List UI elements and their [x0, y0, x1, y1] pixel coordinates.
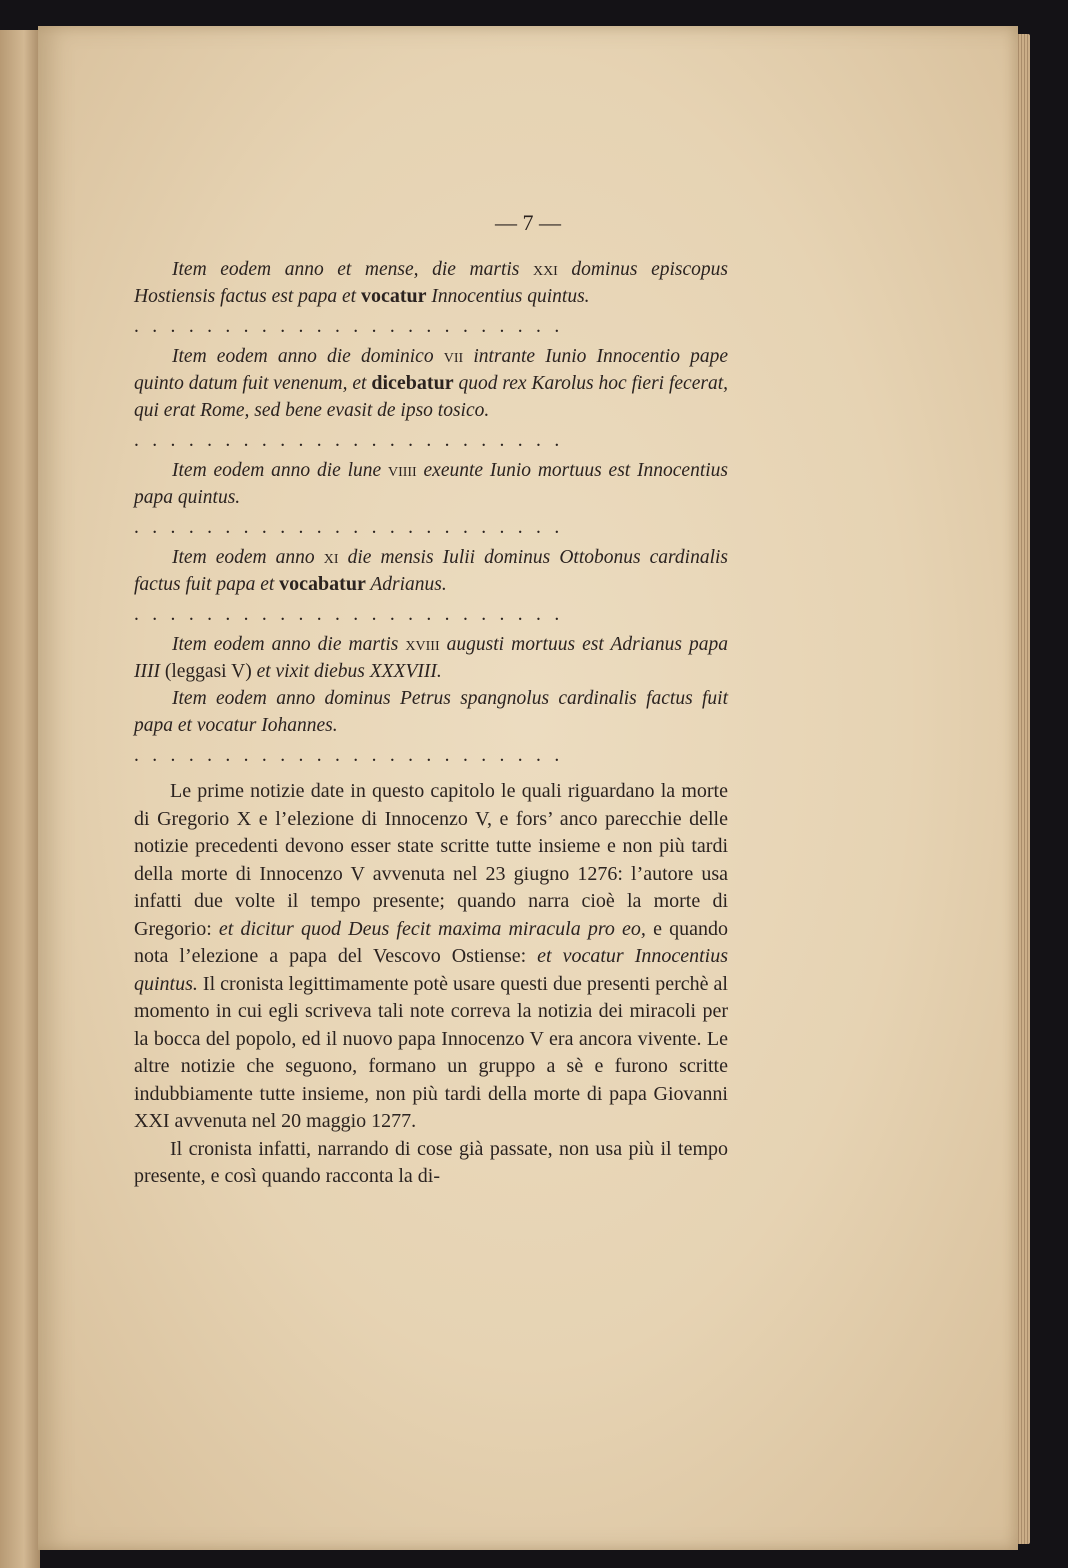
page-number: — 7 —: [495, 210, 561, 235]
quoted-latin: et dicitur quod Deus fecit maxima miracula pro eo,: [218, 917, 646, 940]
chronicle-entry: Item eodem anno xi die mensis Iulii dominus Ottobonus cardinalis factus fuit papa et vocabatur Adrianus.: [134, 547, 728, 595]
chronicle-entry: Item eodem anno dominus Petrus spangnolus cardinalis factus fuit papa et vocatur Iohannes.: [134, 688, 728, 736]
book-page: [38, 26, 1018, 1550]
ellipsis-row: ........................: [134, 745, 573, 766]
roman-numeral: vii: [443, 346, 464, 367]
ellipsis-row: ........................: [134, 604, 573, 625]
spaced-emphasis: dicebatur: [371, 372, 454, 394]
spaced-emphasis: vocatur: [360, 285, 427, 307]
commentary-paragraph: Le prime notizie date in questo capitolo le quali riguardano la morte di Gregorio X e l’elezione di Innocenzo V, e fors’ anco parecchie delle notizie precedenti devono esser state scritte tutte insieme e non più tardi della morte di Innocenzo V avvenuta nel 23 giugno 1276: l’autore usa infatti due volte il tempo presente; quando narra cioè la morte di Gregorio: et dicitur quod Deus fecit maxima miracula pro eo, e quando nota l’elezione a papa del Vescovo Ostiense: et vocatur Innocentius quintus. Il cronista legittimamente potè usare questi due presenti perchè al momento in cui egli scriveva tali note correva la notizia dei miracoli per la bocca del popolo, ed il nuovo papa Innocenzo V era ancora vivente. Le altre notizie che seguono, formano un gruppo a sè e furono scritte indubbiamente tutte insieme, non più tardi della morte di papa Giovanni XXI avvenuta nel 20 maggio 1277.: [134, 780, 729, 1132]
spaced-emphasis: vocabatur: [279, 573, 366, 595]
roman-numeral: xviii: [405, 634, 440, 655]
commentary: [134, 778, 728, 1191]
chronicle-entry: Item eodem anno die lune viiii exeunte Iunio mortuus est Innocentius papa quintus.: [134, 460, 729, 508]
roman-numeral: viiii: [387, 460, 417, 481]
latin-chronicle-excerpt: [134, 256, 728, 769]
text-block: [134, 256, 728, 1191]
ellipsis-row: ........................: [134, 517, 573, 538]
ellipsis-row: ........................: [134, 316, 573, 337]
facing-page-edge: [0, 30, 40, 1568]
editorial-note: (leggasi V): [164, 661, 252, 682]
quoted-latin: et vocatur Innocentius quintus.: [134, 945, 729, 995]
roman-numeral: xxi: [532, 259, 558, 280]
commentary-paragraph: Il cronista infatti, narrando di cose già passate, non usa più il tempo presente, e così quando racconta la di-: [134, 1137, 728, 1187]
chronicle-entry: Item eodem anno et mense, die martis xxi dominus episcopus Hostiensis factus est papa et vocatur Innocentius quintus.: [134, 259, 728, 307]
ellipsis-row: ........................: [134, 430, 573, 451]
roman-numeral: xi: [323, 547, 339, 568]
chronicle-entry: Item eodem anno die dominico vii intrante Iunio Innocentio pape quinto datum fuit venenum, et dicebatur quod rex Karolus hoc fieri fecerat, qui erat Rome, sed bene evasit de ipso tosico.: [134, 346, 729, 421]
chronicle-entry: Item eodem anno die martis xviii augusti mortuus est Adrianus papa IIII (leggasi V) et vixit diebus XXXVIII.: [134, 634, 728, 682]
